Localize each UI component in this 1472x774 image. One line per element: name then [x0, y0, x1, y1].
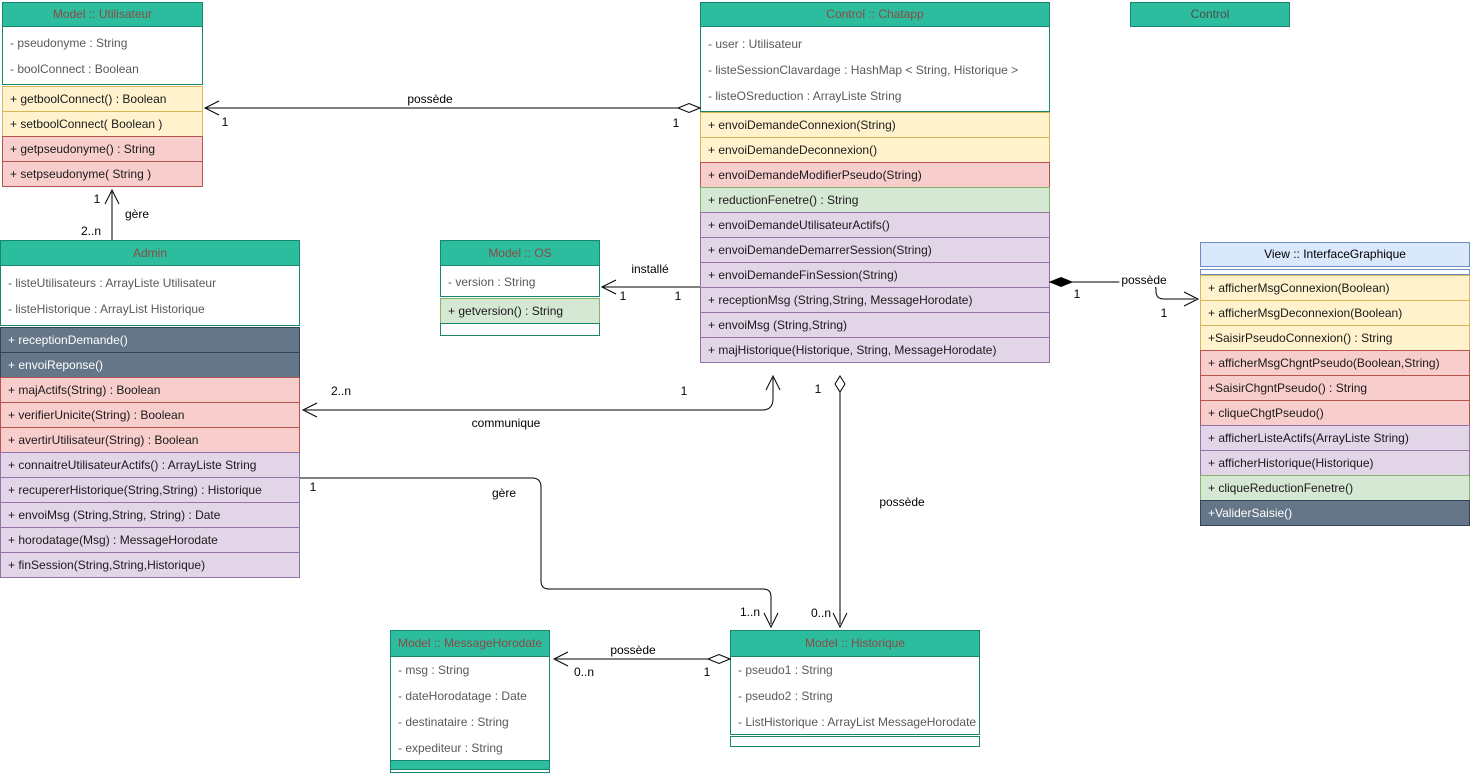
class-view[interactable]: [1200, 242, 1470, 526]
multiplicity-historique-messagehorodate-mult_source: 1: [703, 665, 711, 679]
method-admin-9[interactable]: + finSession(String,String,Historique): [0, 552, 300, 578]
method-utilisateur-2[interactable]: + getpseudonyme() : String: [2, 136, 203, 162]
class-utilisateur[interactable]: [2, 2, 203, 187]
attribute-chatapp-0[interactable]: - user : Utilisateur: [708, 36, 803, 51]
method-admin-5[interactable]: + connaitreUtilisateurActifs() : ArrayListe String: [0, 452, 300, 478]
method-admin-4[interactable]: + avertirUtilisateur(String) : Boolean: [0, 427, 300, 453]
edge-chatapp-admin[interactable]: [305, 378, 773, 410]
method-admin-1[interactable]: + envoiReponse(): [0, 352, 300, 378]
class-title-chatapp[interactable]: Control :: Chatapp: [700, 2, 1050, 27]
method-admin-2[interactable]: + majActifs(String) : Boolean: [0, 377, 300, 403]
method-utilisateur-3[interactable]: + setpseudonyme( String ): [2, 161, 203, 187]
attribute-section-chatapp[interactable]: [700, 27, 1050, 112]
open-arrow-chatapp-view[interactable]: [1184, 292, 1198, 306]
multiplicity-admin-utilisateur-mult_source: 2..n: [80, 224, 102, 238]
method-utilisateur-1[interactable]: + setboolConnect( Boolean ): [2, 111, 203, 137]
method-chatapp-8[interactable]: + envoiMsg (String,String): [700, 312, 1050, 338]
empty-compartment-os[interactable]: [440, 323, 600, 336]
multiplicity-admin-historique-mult_source: 1: [309, 480, 317, 494]
class-title-messagehorodate[interactable]: Model :: MessageHorodate: [390, 630, 550, 657]
method-chatapp-9[interactable]: + majHistorique(Historique, String, MessageHorodate): [700, 337, 1050, 363]
edge-label-chatapp-view[interactable]: possède: [1121, 273, 1167, 287]
attribute-messagehorodate-0[interactable]: - msg : String: [398, 663, 470, 677]
multiplicity-admin-historique-mult_target: 1..n: [739, 605, 761, 619]
method-view-2[interactable]: +SaisirPseudoConnexion() : String: [1200, 325, 1470, 351]
method-admin-8[interactable]: + horodatage(Msg) : MessageHorodate: [0, 527, 300, 553]
class-chatapp[interactable]: [700, 2, 1050, 363]
method-admin-6[interactable]: + recupererHistorique(String,String) : Historique: [0, 477, 300, 503]
multiplicity-chatapp-historique-mult_target: 0..n: [810, 606, 832, 620]
filled-diamond-chatapp-view[interactable]: [1050, 278, 1072, 287]
multiplicity-chatapp-utilisateur-mult_target: 1: [221, 115, 229, 129]
attribute-historique-2[interactable]: - ListHistorique : ArrayList MessageHorodate: [738, 715, 977, 729]
class-title-os[interactable]: Model :: OS: [440, 240, 600, 266]
method-os-0[interactable]: + getversion() : String: [440, 298, 600, 324]
multiplicity-chatapp-view-mult_source: 1: [1073, 287, 1081, 301]
method-view-7[interactable]: + afficherHistorique(Historique): [1200, 450, 1470, 476]
multiplicity-chatapp-historique-mult_source: 1: [814, 382, 822, 396]
method-chatapp-5[interactable]: + envoiDemandeDemarrerSession(String): [700, 237, 1050, 263]
method-admin-7[interactable]: + envoiMsg (String,String, String) : Date: [0, 502, 300, 528]
attribute-utilisateur-1[interactable]: - boolConnect : Boolean: [10, 62, 139, 76]
multiplicity-admin-utilisateur-mult_target: 1: [93, 192, 101, 206]
attribute-historique-0[interactable]: - pseudo1 : String: [738, 663, 833, 677]
method-view-1[interactable]: + afficherMsgDeconnexion(Boolean): [1200, 300, 1470, 326]
method-view-3[interactable]: + afficherMsgChgntPseudo(Boolean,String): [1200, 350, 1470, 376]
class-messagehorodate[interactable]: [390, 630, 550, 773]
open-diamond-chatapp-utilisateur[interactable]: [678, 104, 700, 113]
edge-label-historique-messagehorodate[interactable]: possède: [610, 643, 656, 657]
empty-compartment-historique[interactable]: [730, 736, 980, 747]
edge-label-admin-historique[interactable]: gère: [491, 486, 517, 500]
attribute-section-os[interactable]: [440, 266, 600, 297]
edge-label-chatapp-admin[interactable]: communique: [471, 416, 541, 430]
method-admin-0[interactable]: + receptionDemande(): [0, 327, 300, 353]
attribute-historique-1[interactable]: - pseudo2 : String: [738, 689, 833, 703]
class-title-admin[interactable]: Admin: [0, 240, 300, 266]
class-historique[interactable]: [730, 630, 980, 747]
attribute-messagehorodate-1[interactable]: - dateHorodatage : Date: [398, 689, 527, 703]
method-chatapp-4[interactable]: + envoiDemandeUtilisateurActifs(): [700, 212, 1050, 238]
method-view-4[interactable]: +SaisirChgntPseudo() : String: [1200, 375, 1470, 401]
method-chatapp-6[interactable]: + envoiDemandeFinSession(String): [700, 262, 1050, 288]
edge-label-admin-utilisateur[interactable]: gère: [124, 207, 150, 221]
multiplicity-chatapp-os-mult_target: 1: [619, 289, 627, 303]
attribute-messagehorodate-3[interactable]: - expediteur : String: [398, 741, 503, 755]
method-chatapp-1[interactable]: + envoiDemandeDeconnexion(): [700, 137, 1050, 163]
attribute-messagehorodate-2[interactable]: - destinataire : String: [398, 715, 509, 729]
method-chatapp-7[interactable]: + receptionMsg (String,String, MessageHorodate): [700, 287, 1050, 313]
attribute-admin-0[interactable]: - listeUtilisateurs : ArrayListe Utilisateur: [8, 276, 217, 290]
class-title-historique[interactable]: Model :: Historique: [730, 630, 980, 657]
method-view-0[interactable]: + afficherMsgConnexion(Boolean): [1200, 275, 1470, 301]
attribute-section-messagehorodate[interactable]: [390, 657, 550, 761]
attribute-section-admin[interactable]: [0, 266, 300, 326]
open-arrow-chatapp-historique[interactable]: [833, 613, 847, 627]
multiplicity-historique-messagehorodate-mult_target: 0..n: [573, 665, 595, 679]
class-title-utilisateur[interactable]: Model :: Utilisateur: [2, 2, 203, 27]
method-utilisateur-0[interactable]: + getboolConnect() : Boolean: [2, 86, 203, 112]
multiplicity-chatapp-os-mult_source: 1: [674, 289, 682, 303]
edge-label-chatapp-historique[interactable]: possède: [879, 495, 925, 509]
open-arrow-chatapp-os[interactable]: [602, 280, 616, 294]
open-arrow-chatapp-utilisateur[interactable]: [205, 101, 219, 115]
class-title-control[interactable]: Control: [1130, 2, 1290, 27]
multiplicity-chatapp-admin-mult_source: 1: [680, 384, 688, 398]
multiplicity-chatapp-utilisateur-mult_source: 1: [672, 116, 680, 130]
method-view-9[interactable]: +ValiderSaisie(): [1200, 500, 1470, 526]
class-os[interactable]: [440, 240, 600, 336]
attribute-section-utilisateur[interactable]: [2, 27, 203, 85]
cutoff-compartment-messagehorodate: [390, 769, 550, 773]
class-admin[interactable]: [0, 240, 300, 578]
attribute-chatapp-2[interactable]: - listeOSreduction : ArrayListe String: [708, 88, 902, 103]
open-arrow-admin-utilisateur[interactable]: [105, 190, 119, 204]
method-chatapp-0[interactable]: + envoiDemandeConnexion(String): [700, 112, 1050, 138]
method-view-8[interactable]: + cliqueReductionFenetre(): [1200, 475, 1470, 501]
method-view-6[interactable]: + afficherListeActifs(ArrayListe String): [1200, 425, 1470, 451]
multiplicity-chatapp-admin-mult_target: 2..n: [330, 384, 352, 398]
method-chatapp-2[interactable]: + envoiDemandeModifierPseudo(String): [700, 162, 1050, 188]
method-view-5[interactable]: + cliqueChgtPseudo(): [1200, 400, 1470, 426]
attribute-os-0[interactable]: - version : String: [448, 274, 536, 289]
method-admin-3[interactable]: + verifierUnicite(String) : Boolean: [0, 402, 300, 428]
open-arrow-chatapp-admin[interactable]: [766, 376, 780, 390]
open-diamond-historique-messagehorodate[interactable]: [708, 655, 730, 664]
attribute-utilisateur-0[interactable]: - pseudonyme : String: [10, 36, 128, 50]
multiplicity-chatapp-view-mult_target: 1: [1160, 306, 1168, 320]
class-control[interactable]: [1130, 2, 1290, 27]
edge-label-chatapp-os[interactable]: installé: [631, 262, 669, 276]
open-arrow-historique-messagehorodate[interactable]: [554, 652, 568, 666]
attribute-section-historique[interactable]: [730, 657, 980, 735]
open-diamond-chatapp-historique[interactable]: [835, 376, 845, 392]
method-chatapp-3[interactable]: + reductionFenetre() : String: [700, 187, 1050, 213]
edge-label-chatapp-utilisateur[interactable]: possède: [407, 92, 453, 106]
open-arrow-chatapp-admin[interactable]: [303, 403, 317, 417]
attribute-admin-1[interactable]: - listeHistorique : ArrayList Historique: [8, 302, 205, 316]
attribute-chatapp-1[interactable]: - listeSessionClavardage : HashMap < String, Historique >: [708, 62, 1019, 77]
edge-admin-historique[interactable]: [300, 478, 771, 624]
class-title-view[interactable]: View :: InterfaceGraphique: [1200, 242, 1470, 267]
open-arrow-admin-historique[interactable]: [764, 613, 778, 627]
